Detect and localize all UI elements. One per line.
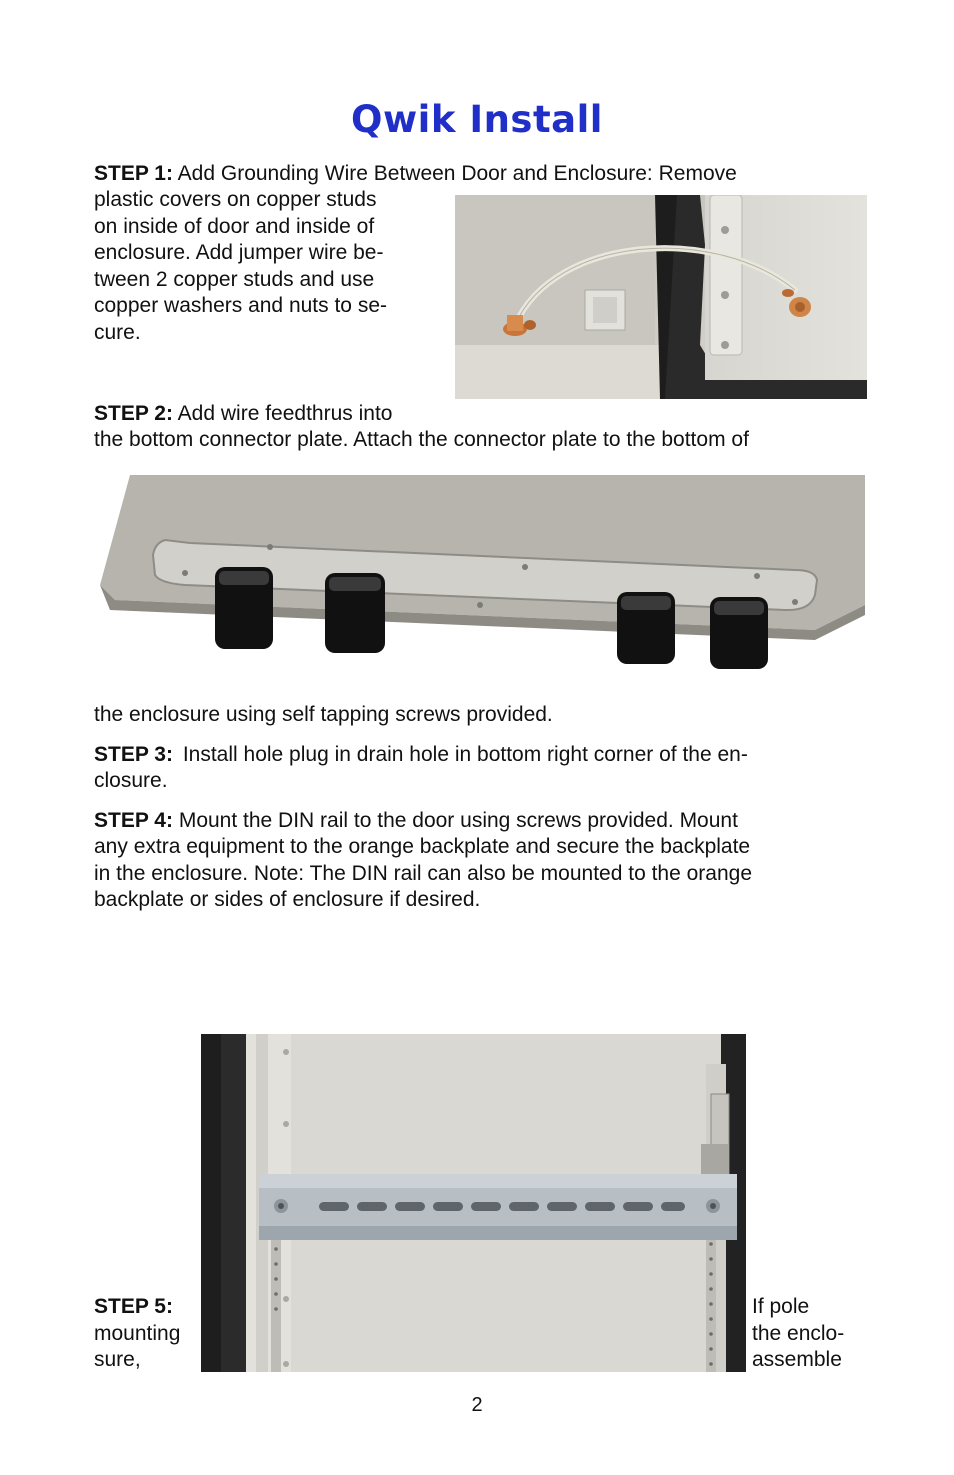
step1-line: cure.: [94, 320, 141, 344]
step2-text: Add wire feedthrus into: [177, 402, 393, 425]
step5-label: STEP 5:: [94, 1295, 173, 1318]
step5-line: assemble: [752, 1348, 842, 1371]
step1-text: Add Grounding Wire Between Door and Enclosure: Remove: [177, 162, 737, 185]
page-number: 2: [471, 1394, 483, 1416]
step5-line: If pole: [752, 1295, 810, 1318]
step1-line: plastic covers on copper studs: [94, 188, 377, 211]
step4-label: STEP 4:: [94, 809, 173, 832]
step3-line: closure.: [94, 769, 168, 792]
step5-line: sure,: [94, 1348, 141, 1371]
step1-line: tween 2 copper studs and use: [94, 267, 375, 291]
step1-line: enclosure. Add jumper wire be-: [94, 241, 384, 264]
step4-body: [94, 834, 752, 914]
step1-label: STEP 1:: [94, 162, 173, 185]
step3-text: Install hole plug in drain hole in bottom right corner of the en-: [182, 743, 748, 766]
step4-text: Mount the DIN rail to the door using screws provided. Mount: [178, 809, 738, 832]
step3-label: STEP 3:: [94, 743, 173, 766]
step2-heading-line: [94, 401, 392, 428]
step4-line: any extra equipment to the orange backplate and secure the backplate: [94, 835, 751, 858]
din-rail-photo: [201, 1034, 746, 1372]
step3-heading-line: [94, 742, 748, 769]
step4-line: backplate or sides of enclosure if desired.: [94, 888, 481, 911]
step4-line: in the enclosure. Note: The DIN rail can also be mounted to the orange: [94, 861, 753, 885]
connector-plate-photo: [95, 475, 865, 675]
step1-heading-line: [94, 161, 737, 188]
step5-line: mounting: [94, 1321, 181, 1345]
step2-label: STEP 2:: [94, 402, 173, 425]
step4-heading-line: [94, 808, 738, 835]
grounding-wire-photo: [455, 195, 867, 399]
step1-line: on inside of door and inside of: [94, 214, 375, 238]
page-title: Qwik Install: [351, 98, 603, 141]
step1-line: copper washers and nuts to se-: [94, 294, 387, 317]
step2-line: the bottom connector plate. Attach the connector plate to the bottom of: [94, 428, 749, 451]
step1-body: [94, 187, 387, 346]
step5-left-text: [94, 1294, 180, 1374]
step2-line: the enclosure using self tapping screws provided.: [94, 703, 553, 726]
step5-right-text: [752, 1294, 844, 1374]
step5-line: the enclo-: [752, 1321, 845, 1345]
